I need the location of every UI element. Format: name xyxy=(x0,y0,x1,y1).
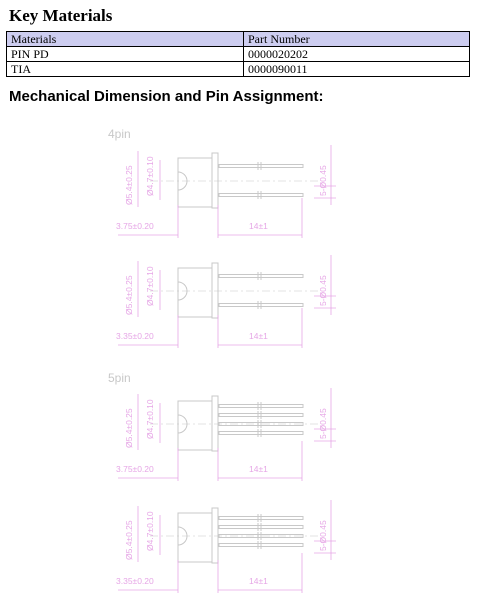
can-body xyxy=(178,268,212,317)
body-length-label: 3.75±0.20 xyxy=(116,464,154,474)
lead-length-label: 14±1 xyxy=(249,221,268,231)
material-cell: TIA xyxy=(7,62,244,77)
lead-pitch-label: 5-Ø0.45 xyxy=(318,520,328,551)
outer-diameter-label: Ø5.4±0.25 xyxy=(124,408,134,448)
part-number-cell: 0000020202 xyxy=(244,47,470,62)
can-flange xyxy=(212,396,218,451)
drawing-2 xyxy=(116,255,336,348)
body-length-label: 3.75±0.20 xyxy=(116,221,154,231)
column-header-materials: Materials xyxy=(7,32,244,47)
lead-pitch-label: 5-Ø0.45 xyxy=(318,408,328,439)
inner-diameter-label: Ø4.7±0.10 xyxy=(145,156,155,196)
can-body xyxy=(178,158,212,207)
column-header-part-number: Part Number xyxy=(244,32,470,47)
drawing-1 xyxy=(116,145,336,238)
key-materials-heading: Key Materials xyxy=(9,6,113,25)
inner-diameter-label: Ø4.7±0.10 xyxy=(145,511,155,551)
drawing-4 xyxy=(116,500,336,593)
outer-diameter-label: Ø5.4±0.25 xyxy=(124,520,134,560)
label-4pin: 4pin xyxy=(108,127,131,141)
can-body xyxy=(178,401,212,450)
lead-length-label: 14±1 xyxy=(249,331,268,341)
lead-pitch-label: 5-Ø0.45 xyxy=(318,275,328,306)
body-length-label: 3.35±0.20 xyxy=(116,331,154,341)
can-flange xyxy=(212,508,218,563)
section-title: Mechanical Dimension and Pin Assignment: xyxy=(9,88,324,105)
drawing-3 xyxy=(116,388,336,481)
inner-diameter-label: Ø4.7±0.10 xyxy=(145,266,155,306)
label-5pin: 5pin xyxy=(108,371,131,385)
body-length-label: 3.35±0.20 xyxy=(116,576,154,586)
material-cell: PIN PD xyxy=(7,47,244,62)
lead-length-label: 14±1 xyxy=(249,576,268,586)
can-body xyxy=(178,513,212,562)
can-flange xyxy=(212,263,218,318)
lead-length-label: 14±1 xyxy=(249,464,268,474)
inner-diameter-label: Ø4.7±0.10 xyxy=(145,399,155,439)
part-number-cell: 0000090011 xyxy=(244,62,470,77)
lead-pitch-label: 5-Ø0.45 xyxy=(318,165,328,196)
outer-diameter-label: Ø5.4±0.25 xyxy=(124,165,134,205)
outer-diameter-label: Ø5.4±0.25 xyxy=(124,275,134,315)
can-flange xyxy=(212,153,218,208)
